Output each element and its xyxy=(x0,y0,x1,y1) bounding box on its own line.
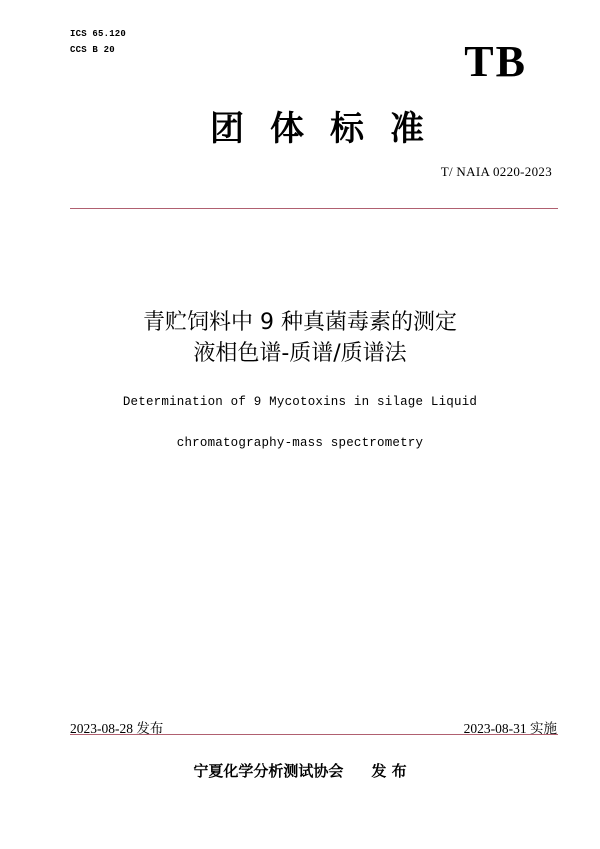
publisher-name: 宁夏化学分析测试协会 xyxy=(193,762,344,780)
issue-date: 2023-08-28 发布 xyxy=(70,721,164,736)
chinese-title-line-1: 青贮饲料中 9 种真菌毒素的测定 xyxy=(143,310,457,335)
bottom-divider xyxy=(70,734,558,735)
implementation-date: 2023-08-31 实施 xyxy=(463,721,557,736)
ics-code: ICS 65.120 xyxy=(70,29,127,39)
top-divider xyxy=(70,208,558,209)
english-title-line-2: chromatography-mass spectrometry xyxy=(176,436,424,450)
publisher-action: 发 布 xyxy=(371,762,407,780)
ccs-code: CCS B 20 xyxy=(70,45,115,55)
english-title-line-1: Determination of 9 Mycotoxins in silage Liquid xyxy=(122,395,478,409)
publisher-line xyxy=(0,760,600,781)
standard-logo: TB xyxy=(464,37,527,86)
document-type-heading: 团体标准 xyxy=(210,109,450,149)
standard-number: T/ NAIA 0220-2023 xyxy=(440,164,552,179)
chinese-title-line-2: 液相色谱-质谱/质谱法 xyxy=(193,341,407,366)
